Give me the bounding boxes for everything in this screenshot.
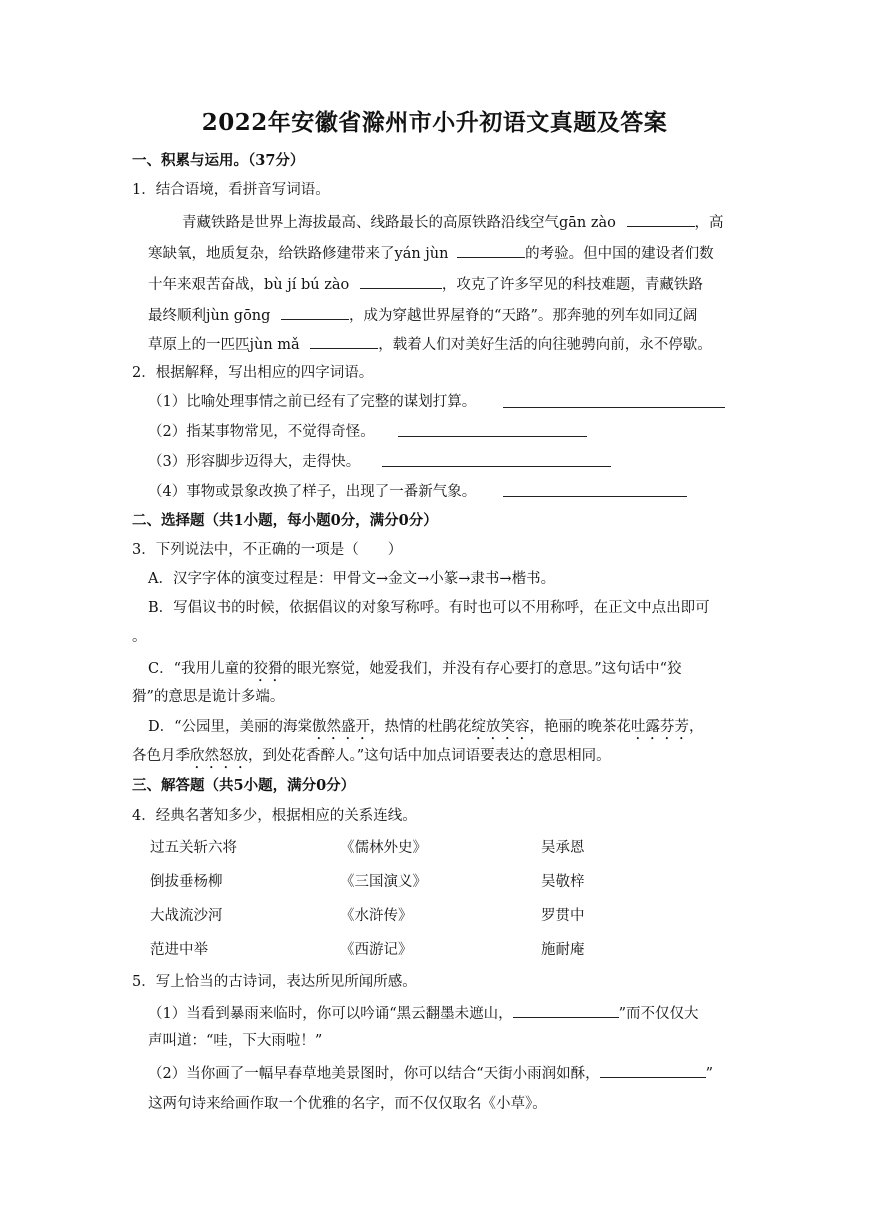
q2-item-text: （3）形容脚步迈得大，走得快。 — [148, 454, 361, 470]
dotted-word: 狡猾 — [253, 661, 283, 677]
dotted-word: 吐露芬芳 — [631, 719, 690, 735]
q5-text: （1）当看到暴雨来临时，你可以吟诵“黑云翻墨未遮山， — [148, 1006, 513, 1022]
q1-text: 青藏铁路是世界上海拔最高、线路最长的高原铁路沿线空气gān zào — [182, 215, 616, 231]
section-heading-3: 三、解答题（共5小题，满分0分） — [132, 777, 356, 794]
q5-text: （2）当你画了一幅早春草地美景图时，你可以结合“天街小雨润如酥， — [148, 1066, 600, 1082]
q3-text: ，到处花香醉人。”这句话中加点词语要表达的意思相同。 — [248, 748, 611, 764]
answer-blank[interactable] — [503, 481, 687, 497]
q4-col2-item: 《西游记》 — [340, 942, 413, 958]
section-heading-1: 一、积累与运用。（37分） — [132, 152, 305, 169]
q4-col3-item: 罗贯中 — [541, 908, 585, 924]
answer-blank[interactable] — [457, 242, 525, 258]
q1-text: ，载着人们对美好生活的向往驰骋向前，永不停歇。 — [378, 337, 712, 353]
q1-text: 十年来艰苦奋战，bù jí bú zào — [148, 277, 350, 293]
q2-item-4 — [148, 482, 476, 502]
dotted-word: 傲然盛开 — [312, 719, 371, 735]
q3-text: D．“公园里，美丽的海棠 — [148, 719, 313, 735]
q4-col2-item: 《儒林外史》 — [340, 840, 427, 856]
q2-item-text: （1）比喻处理事情之前已经有了完整的谋划打算。 — [148, 394, 477, 410]
q1-passage-line-4 — [148, 304, 697, 326]
question-1-stem: 1．结合语境，看拼音写词语。 — [132, 182, 330, 198]
q1-text: 寒缺氧，地质复杂，给铁路修建带来了yán jùn — [148, 246, 449, 262]
q1-passage-line-2 — [148, 242, 714, 264]
dotted-word: 欣然怒放 — [190, 748, 248, 764]
q4-col1-item: 大战流沙河 — [150, 908, 223, 924]
q3-text: 的眼光察觉，她爱我们，并没有存心要打的意思。”这句话中“狡 — [282, 661, 682, 677]
q4-col1-item: 过五关斩六将 — [150, 840, 237, 856]
answer-blank[interactable] — [382, 451, 611, 467]
q1-passage-line-5 — [148, 333, 712, 355]
q4-col2-item: 《三国演义》 — [340, 874, 427, 890]
page-title: 2022年安徽省滁州市小升初语文真题及答案 — [201, 109, 668, 136]
q3-option-d-cont — [132, 746, 611, 772]
q1-text: ，高 — [694, 215, 724, 231]
q5-text: ” — [705, 1066, 714, 1082]
q5-item-2 — [148, 1062, 713, 1084]
q4-col1-item: 范进中举 — [150, 942, 208, 958]
q1-passage-line-1 — [182, 211, 724, 233]
q1-text: 草原上的一匹匹jùn mǎ — [148, 337, 300, 353]
q2-item-2 — [148, 422, 375, 442]
question-5-stem: 5．写上恰当的古诗词，表达所见所闻所感。 — [132, 974, 417, 990]
q4-col1-item: 倒拔垂杨柳 — [150, 874, 223, 890]
dotted-word: 绽放笑容 — [471, 719, 530, 735]
q4-col2-item: 《水浒传》 — [340, 908, 413, 924]
q2-item-3 — [148, 452, 360, 472]
q1-text: ，成为穿越世界屋脊的“天路”。那奔驰的列车如同辽阔 — [349, 308, 698, 324]
q3-option-b-cont: 。 — [132, 629, 147, 645]
q3-option-a: A．汉字字体的演变过程是：甲骨文→金文→小篆→隶书→楷书。 — [148, 571, 556, 587]
q2-item-text: （2）指某事物常见，不觉得奇怪。 — [148, 424, 375, 440]
q1-passage-line-3 — [148, 273, 703, 295]
q3-text: ，艳丽的晚茶花 — [529, 719, 632, 735]
answer-blank[interactable] — [627, 211, 695, 227]
q4-col3-item: 吴承恩 — [541, 840, 585, 856]
question-3-stem: 3．下列说法中，不正确的一项是（ ） — [132, 542, 403, 558]
section-heading-2: 二、选择题（共1小题，每小题0分，满分0分） — [132, 512, 438, 529]
q2-item-1 — [148, 392, 476, 412]
q1-text: 最终顺利jùn gōng — [148, 308, 271, 324]
q3-text: 各色月季 — [132, 748, 190, 764]
q3-text: ， — [689, 719, 704, 735]
answer-blank[interactable] — [281, 304, 349, 320]
q3-text: C．“我用儿童的 — [148, 661, 254, 677]
q3-option-b: B．写倡议书的时候，依据倡议的对象写称呼。有时也可以不用称呼，在正文中点出即可 — [148, 600, 710, 616]
q5-item-2-cont: 这两句诗来给画作取一个优雅的名字，而不仅仅取名《小草》。 — [148, 1096, 547, 1112]
question-4-stem: 4．经典名著知多少，根据相应的关系连线。 — [132, 808, 417, 824]
answer-blank[interactable] — [310, 333, 378, 349]
answer-blank[interactable] — [398, 421, 587, 437]
q3-option-d — [148, 717, 704, 743]
q4-col3-item: 施耐庵 — [541, 942, 585, 958]
question-2-stem: 2．根据解释，写出相应的四字词语。 — [132, 365, 374, 381]
q3-text: ，热情的杜鹃花 — [370, 719, 472, 735]
q1-text: 的考验。但中国的建设者们数 — [525, 246, 714, 262]
q3-option-c — [148, 659, 682, 685]
q5-item-1 — [148, 1002, 699, 1024]
q3-option-c-cont: 猾”的意思是诡计多端。 — [132, 689, 285, 705]
answer-blank[interactable] — [600, 1062, 706, 1078]
q1-text: ，攻克了许多罕见的科技难题，青藏铁路 — [441, 277, 703, 293]
answer-blank[interactable] — [513, 1002, 619, 1018]
q4-col3-item: 吴敬梓 — [541, 874, 585, 890]
q5-item-1-cont: 声叫道：“哇，下大雨啦！” — [148, 1033, 323, 1049]
q2-item-text: （4）事物或景象改换了样子，出现了一番新气象。 — [148, 484, 477, 500]
answer-blank[interactable] — [503, 392, 725, 408]
answer-blank[interactable] — [360, 273, 442, 289]
q5-text: ”而不仅仅大 — [618, 1006, 699, 1022]
